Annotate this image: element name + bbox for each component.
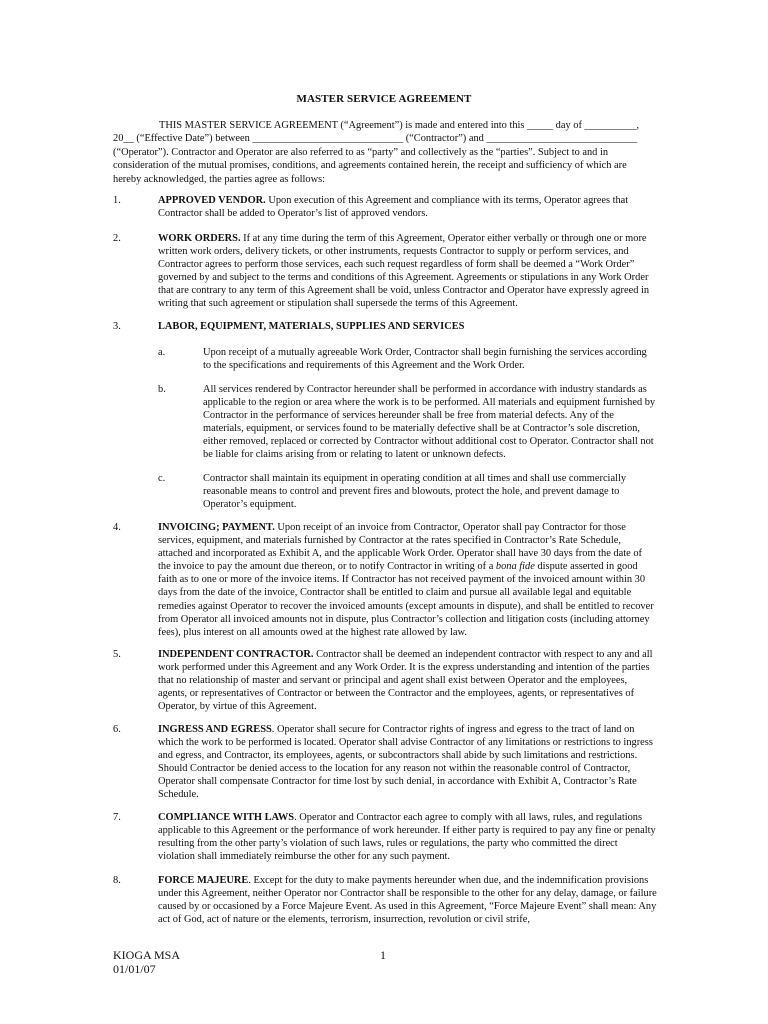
section-heading: INDEPENDENT CONTRACTOR. xyxy=(158,649,314,660)
section-number: 3. xyxy=(113,321,121,332)
document-title: MASTER SERVICE AGREEMENT xyxy=(296,93,472,105)
section-text: Upon execution of this Agreement and compliance with its terms, Operator agrees that Contractor shall be added to Operator’s list of approved vendors. xyxy=(158,195,629,220)
subsection-letter: a. xyxy=(158,347,166,358)
section-text: If at any time during the term of this Agreement, Operator either verbally or through one or more written work orders, delivery tickets, or other instruments, requests Contractor to supply or perform services, and Contractor agrees to perform those services, each such request regardless of form shall be deemed a “Work Order” governed by and subject to the terms and conditions of this Agreement. Agreements or stipulations in any Work Order that are contrary to any term of this Agreement shall be void, unless Contractor and Operator have expressly agreed in writing that such agreement or stipulation shall supersede the terms of this Agreement. xyxy=(158,233,650,310)
section-number: 4. xyxy=(113,522,121,533)
section-text: . Operator and Contractor each agree to comply with all laws, rules, and regulations applicable to this Agreement or the performance of work hereunder. If either party is required to pay any fine or penalty resulting from the other party’s violation of such laws, rules or regulations, the party who committed the direct violation shall immediately reimburse the other for any such payment. xyxy=(158,812,656,863)
section-number: 8. xyxy=(113,875,121,886)
section-4 xyxy=(113,521,657,639)
section-number: 1. xyxy=(113,195,121,206)
section-number: 5. xyxy=(113,649,121,660)
intro-paragraph xyxy=(113,119,657,186)
section-number: 2. xyxy=(113,233,121,244)
section-heading: WORK ORDERS. xyxy=(158,233,241,244)
section-heading: COMPLIANCE WITH LAWS xyxy=(158,812,295,823)
subsection-a xyxy=(158,346,657,372)
section-text: Upon receipt of an invoice from Contractor, Operator shall pay Contractor for those services, equipment, and materials furnished by Contractor at the rates specified in Contractor’s Rate Schedule, attached and incorporated as Exhibit A, and the applicable Work Order. Operator shall have 30 days from the date of the invoice to pay the amount due thereon, or to notify Contractor in writing of a xyxy=(158,522,642,573)
section-heading: FORCE MAJEURE xyxy=(158,875,249,886)
intro-text: THIS MASTER SERVICE AGREEMENT (“Agreement”) is made and entered into this _____ day of __________, 20__ (“Effective Date”) between _____________________________ (“Contractor”) and _____________________________ (“Operator”). Contractor and Operator are also referred to as “party” and collectively as the “parties”. Subject to and in consideration of the mutual promises, conditions, and agreements contained herein, the receipt and sufficiency of which are hereby acknowledged, the parties agree as follows: xyxy=(113,120,640,185)
section-text: . Operator shall secure for Contractor rights of ingress and egress to the tract of land on which the work to be performed is located. Operator shall advise Contractor of any limitations or restrictions to ingress and egress, and Contractor, its employees, agents, or subcontractors shall abide by such limitations and restrictions. Should Contractor be denied access to the location for any reason not within the reasonable control of Contractor, Operator shall compensate Contractor for time lost by such denial, in accordance with Exhibit A, Contractor’s Rate Schedule. xyxy=(158,724,653,801)
section-1 xyxy=(113,194,657,220)
subsection-b xyxy=(158,383,657,462)
section-2 xyxy=(113,232,657,311)
section-number: 7. xyxy=(113,812,121,823)
section-6 xyxy=(113,723,657,802)
section-3 xyxy=(113,320,657,333)
subsection-text: All services rendered by Contractor hereunder shall be performed in accordance with industry standards as applicable to the region or area where the work is to be performed. All materials and equipment furnished by Contractor in the performance of services hereunder shall be free from material defects. Any of the materials, equipment, or services found to be materially defective shall be at Contractor’s sole discretion, either removed, replaced or corrected by Contractor without additional cost to Operator. Contractor shall not be liable for claims arising from or relating to latent or unknown defects. xyxy=(203,384,656,461)
footer-date: 01/01/07 xyxy=(113,962,156,976)
footer-doc-info xyxy=(113,948,180,976)
section-heading: APPROVED VENDOR. xyxy=(158,195,266,206)
subsection-letter: b. xyxy=(158,384,166,395)
subsection-text: Contractor shall maintain its equipment in operating condition at all times and shall use commercially reasonable means to control and prevent fires and blowouts, protect the hole, and prevent damage to Operator’s equipment. xyxy=(203,473,627,511)
subsection-c xyxy=(158,472,657,511)
section-text: Contractor shall be deemed an independent contractor with respect to any and all work performed under this Agreement and any Work Order. It is the express understanding and intention of the parties that no relationship of master and servant or principal and agent shall exist between Operator and the employees, agents, or representatives of Contractor or between the Contractor and the employees, agents, or representatives of Operator, by virtue of this Agreement. xyxy=(158,649,653,713)
subsection-letter: c. xyxy=(158,473,166,484)
subsection-text: Upon receipt of a mutually agreeable Work Order, Contractor shall begin furnishing the services according to the specifications and requirements of this Agreement and the Work Order. xyxy=(203,347,647,372)
section-text-continued: dispute asserted in good faith as to one or more of the invoice items. If Contractor has not received payment of the invoiced amount within 30 days from the date of the invoice, Contractor shall be entitled to claim and pursue all available legal and equitable remedies against Operator to recover the invoiced amounts (except amounts in dispute), and shall be entitled to recover from Operator all invoiced amounts not in dispute, plus Contractor’s collection and litigation costs (including attorney fees), plus interest on all amounts owed at the highest rate allowed by law. xyxy=(158,561,654,638)
page-number: 1 xyxy=(380,948,386,962)
section-text: . Except for the duty to make payments hereunder when due, and the indemnification provisions under this Agreement, neither Operator nor Contractor shall be responsible to the other for any delay, damage, or failure caused by or occasioned by a Force Majeure Event. As used in this Agreement, “Force Majeure Event” shall mean: Any act of God, act of nature or the elements, terrorism, insurrection, revolution or civil strife, xyxy=(158,875,657,926)
section-8 xyxy=(113,874,657,926)
section-heading: LABOR, EQUIPMENT, MATERIALS, SUPPLIES AND SERVICES xyxy=(158,321,465,332)
section-7 xyxy=(113,811,657,863)
section-italic-text: bona fide xyxy=(495,561,535,573)
section-number: 6. xyxy=(113,724,121,735)
section-heading: INGRESS AND EGRESS xyxy=(158,724,272,735)
footer-doc-name: KIOGA MSA xyxy=(113,948,181,962)
section-heading: INVOICING; PAYMENT. xyxy=(158,522,275,533)
section-5 xyxy=(113,648,657,713)
